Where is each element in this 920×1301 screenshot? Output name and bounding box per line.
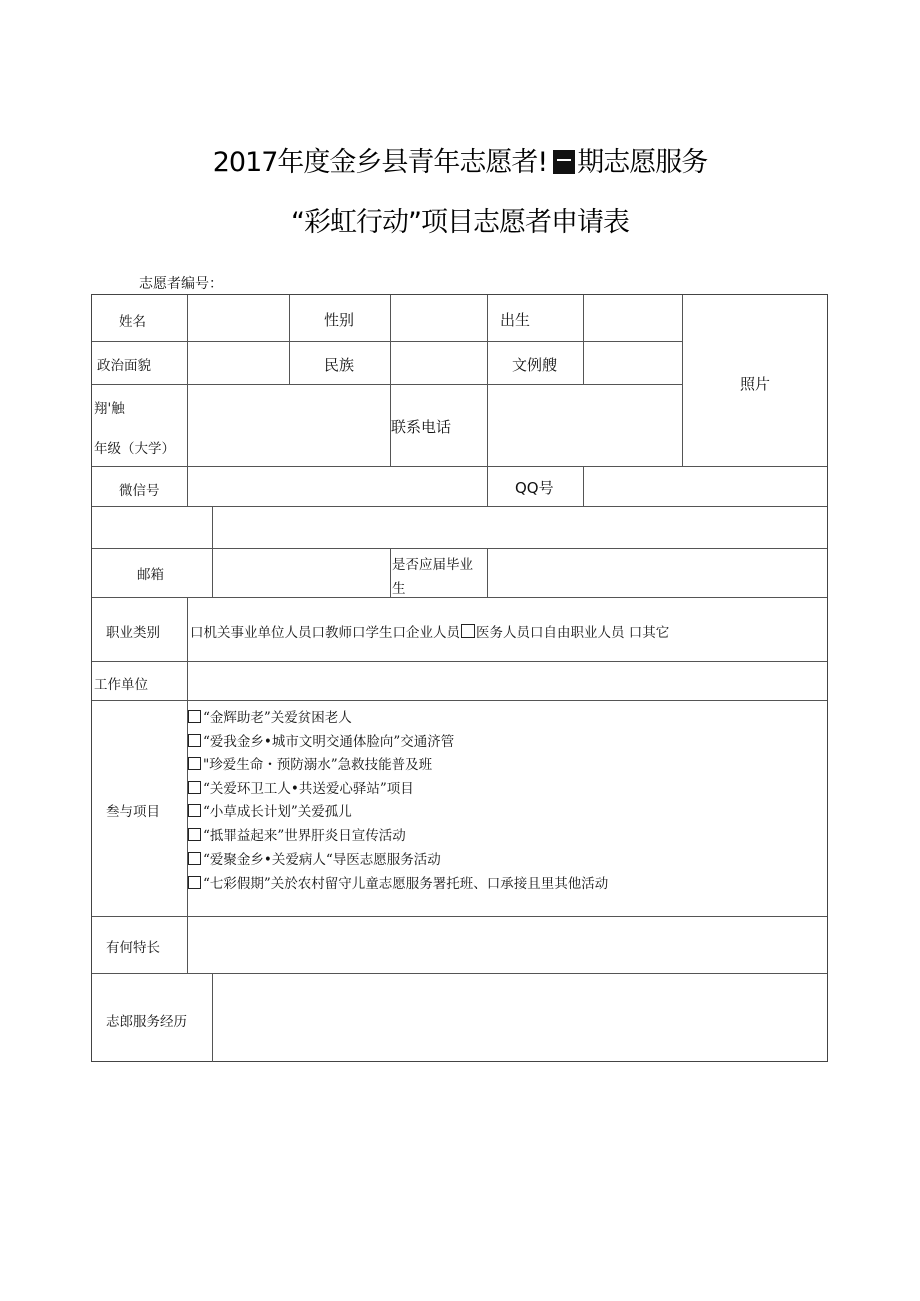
project-option[interactable]: [188, 848, 441, 868]
project-option-label: “金辉助老”关爱贫困老人: [203, 710, 352, 726]
form-title-line2: “彩虹行动”项目志愿者申请表: [291, 207, 629, 238]
project-option-label: “爱聚金乡•关爱病人“导医志愿服务活动: [203, 852, 441, 868]
project-option-label: “小草成长计划”关爱孤儿: [203, 804, 352, 820]
project-option-label: “关爱环卫工人•共送爱心驿站”项目: [203, 781, 414, 797]
workplace-label: 工作单位: [94, 677, 148, 693]
checkbox-icon[interactable]: [188, 734, 201, 747]
projects-label: 叁与项目: [106, 804, 160, 820]
checkbox-icon[interactable]: [188, 710, 201, 723]
school-label-line1: 翔'触: [94, 401, 125, 417]
project-option-label: “七彩假期”关於农村留守儿童志愿服务署托班、口承接且里其他活动: [203, 876, 609, 892]
email-label: 邮箱: [137, 567, 164, 583]
col-divider: [390, 548, 391, 597]
experience-label: 志郎服务经历: [106, 1014, 187, 1030]
specialty-field[interactable]: [188, 917, 827, 973]
name-label: 姓名: [119, 314, 146, 330]
project-option-label: “爱我金乡•城市文明交通体脸向”交通济管: [203, 734, 455, 750]
checkbox-icon[interactable]: [188, 852, 201, 865]
photo-label: 照片: [740, 375, 771, 393]
workplace-field[interactable]: [188, 662, 827, 700]
gender-field[interactable]: [391, 295, 487, 341]
occupation-options-part2: 医务人员口自由职业人员 口其它: [476, 625, 670, 641]
gender-label: 性别: [324, 311, 355, 329]
checkbox-icon[interactable]: [188, 876, 201, 889]
email-field[interactable]: [213, 549, 390, 597]
experience-field[interactable]: [213, 974, 827, 1062]
checkbox-icon[interactable]: [188, 828, 201, 841]
school-label-line2: 年级（大学）: [94, 441, 175, 457]
occupation-options-part1: 口机关事业单位人员口教师口学生口企业人员: [190, 625, 460, 641]
education-field[interactable]: [584, 342, 682, 384]
checkbox-icon[interactable]: [188, 804, 201, 817]
volunteer-number-label: 志愿者编号：: [139, 276, 223, 292]
project-option[interactable]: [188, 777, 414, 797]
redaction-block-icon: [553, 150, 575, 174]
political-status-field[interactable]: [188, 342, 289, 384]
project-option-label: "珍爱生命・预防溺水”急救技能普及班: [203, 757, 433, 773]
qq-field[interactable]: [584, 467, 827, 506]
title-part-2: 期志愿服务: [577, 147, 708, 178]
occupation-label: 职业类别: [106, 625, 160, 641]
project-option[interactable]: [188, 800, 352, 820]
blank-field[interactable]: [213, 507, 827, 548]
project-option-label: “抵罪益起来”世界肝炎日宣传活动: [203, 828, 406, 844]
phone-field[interactable]: [488, 385, 682, 466]
title-part-1: 2017年度金乡县青年志愿者!: [212, 147, 548, 178]
ethnicity-label: 民族: [324, 356, 355, 374]
education-label: 文例艘: [512, 356, 558, 374]
wechat-field[interactable]: [188, 467, 487, 506]
occupation-options[interactable]: [190, 621, 669, 641]
specialty-label: 有何特长: [106, 940, 160, 956]
checkbox-icon[interactable]: [188, 757, 201, 770]
graduate-field[interactable]: [488, 549, 827, 597]
birth-label: 出生: [500, 311, 531, 329]
col-divider: [289, 295, 290, 384]
name-field[interactable]: [188, 295, 289, 341]
birth-field[interactable]: [584, 295, 682, 341]
graduate-label-line2: 生: [392, 581, 406, 597]
form-title-line1: [0, 140, 920, 179]
phone-label: 联系电话: [391, 418, 452, 436]
photo-area[interactable]: [683, 295, 827, 466]
row-divider: [92, 597, 827, 598]
checkbox-icon[interactable]: [188, 781, 201, 794]
school-grade-field[interactable]: [188, 385, 390, 466]
checkbox-icon[interactable]: [461, 624, 475, 638]
row-divider: [92, 700, 827, 701]
political-status-label: 政治面貌: [97, 358, 151, 374]
project-option[interactable]: [188, 706, 352, 726]
blank-label-cell: [92, 507, 212, 548]
qq-label: QQ号: [515, 479, 554, 497]
ethnicity-field[interactable]: [391, 342, 487, 384]
project-option[interactable]: [188, 872, 608, 892]
graduate-label-line1: 是否应届毕业: [392, 557, 473, 573]
project-option[interactable]: [188, 753, 432, 773]
application-form-table: [91, 294, 828, 1062]
wechat-label: 微信号: [119, 483, 160, 499]
project-option[interactable]: [188, 730, 454, 750]
project-option[interactable]: [188, 824, 406, 844]
